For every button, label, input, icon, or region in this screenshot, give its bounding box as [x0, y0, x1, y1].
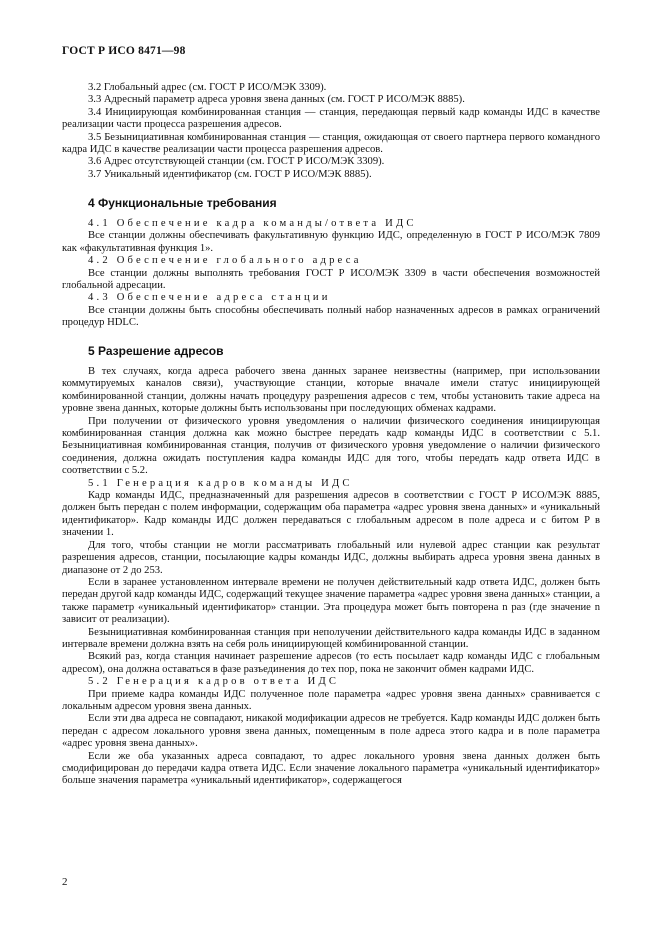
- definition-3-3: 3.3 Адресный параметр адреса уровня звена данных (см. ГОСТ Р ИСО/МЭК 8885).: [88, 94, 465, 106]
- definition-3-5: 3.5 Безынициативная комбинированная станция — станция, ожидающая от своего партнера первого командного кадра ИДС в качестве реализации части процесса разрешения адресов.: [62, 131, 600, 156]
- paragraph: Для того, чтобы станции не могли рассматривать глобальный или нулевой адрес станции как результат разрешения адресов, станции, посылающие кадры команды ИДС, должны выбирать адреса уровня звена данных в диапазоне от 2 до 253.: [62, 539, 600, 576]
- subsection-4-3-text: Все станции должны быть способны обеспечивать полный набор назначенных адресов в рамках ограничений процедур HDLC.: [62, 304, 600, 329]
- section-5-heading: 5 Разрешение адресов: [88, 344, 224, 358]
- subsection-4-1-text: Все станции должны обеспечивать факультативную функцию ИДС, определенную в ГОСТ Р ИСО/МЭК 7809 как «факультативная функция 1».: [62, 230, 600, 254]
- subsection-4-2-text: Все станции должны выполнять требования ГОСТ Р ИСО/МЭК 3309 в части обеспечения возможностей глобальной адресации.: [62, 267, 600, 292]
- definition-3-6: 3.6 Адрес отсутствующей станции (см. ГОСТ Р ИСО/МЭК 3309).: [88, 156, 385, 168]
- subsection-4-3-title: 4.3 Обеспечение адреса станции: [88, 292, 331, 304]
- paragraph: Всякий раз, когда станция начинает разрешение адресов (то есть посылает кадр команды ИДС с глобальным адресом), она должна оставаться в фазе разъединения до тех пор, пока не закончит обмен кадрами ИДС.: [62, 651, 600, 675]
- subsection-5-1-title: 5.1 Генерация кадров команды ИДС: [88, 477, 353, 489]
- paragraph: Если же оба указанных адреса совпадают, то адрес локального уровня звена данных должен быть смодифицирован до передачи кадра ответа ИДС. Если значение локального параметра «уникальный идентификатор» больше значения параметра «уникальный идентификатор», содержащегося: [62, 750, 600, 787]
- section-4: [62, 196, 600, 210]
- section-4-heading: 4 Функциональные требования: [88, 196, 277, 210]
- paragraph: В тех случаях, когда адреса рабочего звена данных заранее неизвестны (например, при использовании коммутируемых каналов связи), участвующие станции, которые вначале имели статус инициирующей комбинированной станции, должны начать процедуру разрешения адресов с тем, чтобы установить такие адреса на уровне звена данных, которые должны быть использованы при последующих обменах кадрами.: [62, 366, 600, 415]
- section-4-body: [62, 218, 600, 330]
- page-number: 2: [62, 876, 68, 888]
- paragraph: Если в заранее установленном интервале времени не получен действительный кадр ответа ИДС, должен быть передан другой кадр команды ИДС, содержащий текущее значение параметра «адрес уровня звена данных» станции, а также параметр «уникальный идентификатор» станции. Эта процедура может быть повторена n раз (где значение n зависит от реализации).: [62, 576, 600, 626]
- paragraph: Если эти два адреса не совпадают, никакой модификации адресов не требуется. Кадр команды ИДС должен быть передан с адресом локального уровня звена данных, помещенным в поле адреса этого кадра и в поле параметра «адрес уровня звена данных».: [62, 713, 600, 750]
- paragraph: При получении от физического уровня уведомления о наличии физического соединения инициирующая комбинированная станция должна как можно быстрее передать кадр команды ИДС в соответствии с 5.1. Безынициативная комбинированная станция, получив от физического уровня уведомление о наличии физического соединения, должна ожидать поступления кадра команды ИДС для того, чтобы передать кадр ответа ИДС в соответствии с 5.2.: [62, 415, 600, 477]
- definition-3-4: 3.4 Инициирующая комбинированная станция — станция, передающая первый кадр команды ИДС в качестве реализации части процесса разрешения адресов.: [62, 106, 600, 131]
- paragraph: Безынициативная комбинированная станция при неполучении действительного кадра команды ИДС в заданном интервале времени должна взять на себя роль инициирующей комбинированной станции.: [62, 626, 600, 650]
- section-5: [62, 344, 600, 358]
- subsection-4-1-title: 4.1 Обеспечение кадра команды/ответа ИДС: [88, 218, 417, 229]
- paragraph: Кадр команды ИДС, предназначенный для разрешения адресов в соответствии с ГОСТ Р ИСО/МЭК 8885, должен быть передан с полем информации, содержащим оба параметра «адрес уровня звена данных» и «уникальный идентификатор». Кадр команды ИДС должен передаваться с глобальным адресом в поле адреса и с битом P в значении 1.: [62, 490, 600, 539]
- definition-3-2: 3.2 Глобальный адрес (см. ГОСТ Р ИСО/МЭК 3309).: [88, 82, 327, 93]
- paragraph: При приеме кадра команды ИДС полученное поле параметра «адрес уровня звена данных» сравнивается с локальным адресом уровня звена данных.: [62, 688, 600, 712]
- subsection-5-2-title: 5.2 Генерация кадров ответа ИДС: [88, 676, 340, 688]
- section-5-body: [62, 366, 600, 788]
- definition-3-7: 3.7 Уникальный идентификатор (см. ГОСТ Р ИСО/МЭК 8885).: [88, 168, 372, 180]
- definitions-block: [62, 82, 600, 181]
- subsection-4-2-title: 4.2 Обеспечение глобального адреса: [88, 255, 362, 267]
- document-header: ГОСТ Р ИСО 8471—98: [62, 45, 186, 57]
